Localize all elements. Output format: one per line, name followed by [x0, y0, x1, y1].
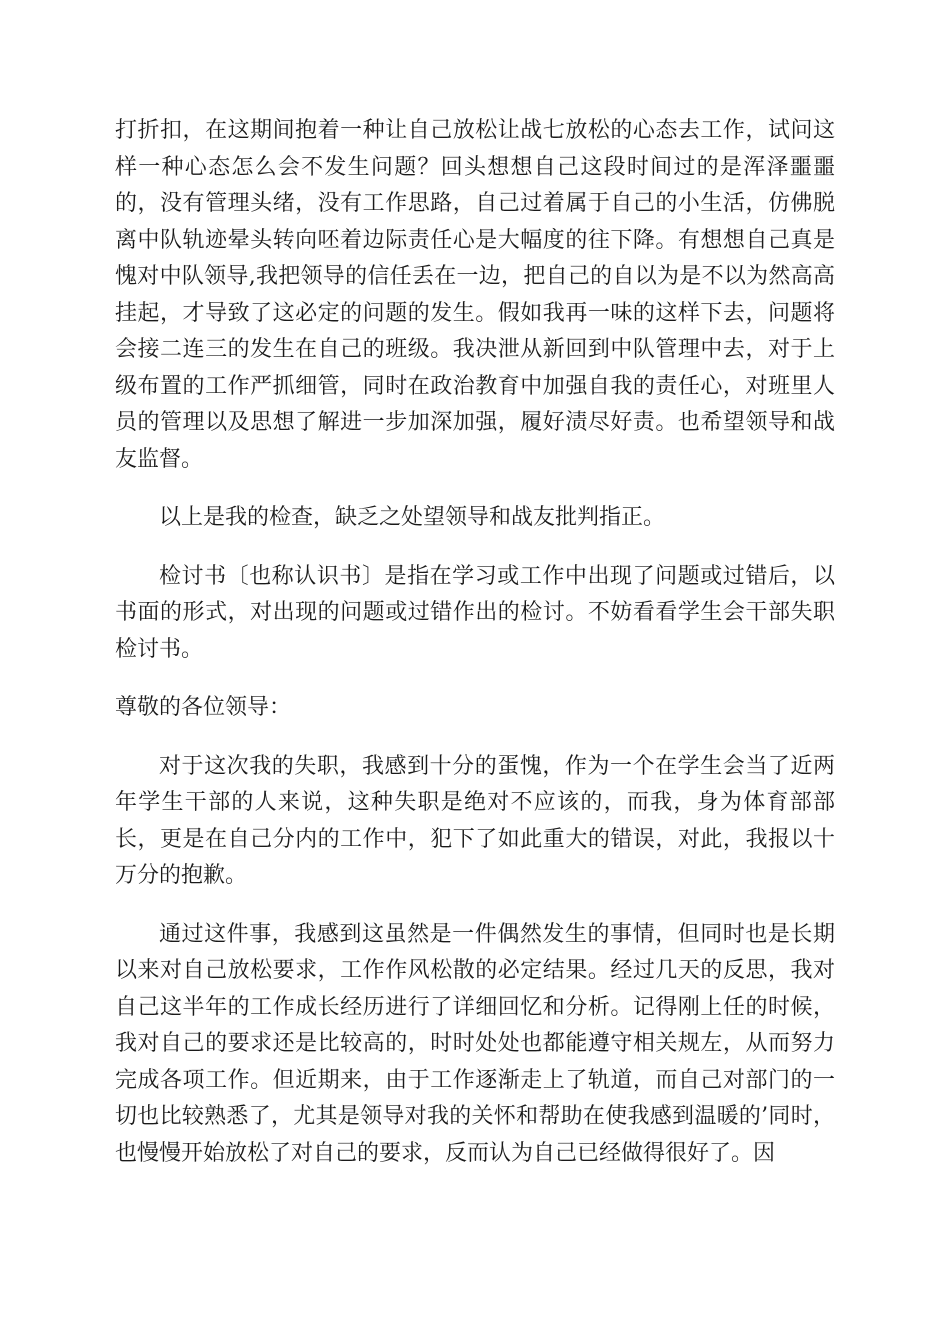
paragraph-definition: 检讨书〔也称认识书〕是指在学习或工作中出现了问题或过错后，以书面的形式，对出现的问题或过错作出的检讨。不妨看看学生会干部失职检讨书。 — [115, 563, 835, 662]
document-body — [115, 113, 835, 1172]
paragraph-reflection: 通过这件事，我感到这虽然是一件偶然发生的事情，但同时也是长期以来对自己放松要求，工作作风松散的必定结果。经过几天的反思，我对自己这半年的工作成长经历进行了详细回忆和分析。记得刚上任的时候，我对自己的要求还是比较高的，时时处处也都能遵守相关规左，从而努力完成各项工作。但近期来，由于工作逐渐走上了轨道，而自己对部门的一切也比较熟悉了，尤其是领导对我的关怀和帮助在使我感到温暖的’同时，也慢慢开始放松了对自己的要求，反而认为自己已经做得很好了。因 — [115, 921, 835, 1166]
paragraph-continuation: 打折扣，在这期间抱着一种让自己放松让战七放松的心态去工作，试问这样一种心态怎么会不发生问题？回头想想自己这段时间过的是浑泽噩噩的，没有管理头绪，没有工作思路，自己过着属于自己的小生活，仿佛脱离中队轨迹晕头转向呸着边际责任心是大幅度的往下降。有想想自己真是愧对中队领导,我把领导的信任丢在一边，把自己的自以为是不以为然高高挂起，才导致了这必定的问题的发生。假如我再一味的这样下去，问题将会接二连三的发生在自己的班级。我决泄从新回到中队管理中去，对于上级布置的工作严抓细管，同时在政治教育中加强自我的责任心，对班里人员的管理以及思想了解进一步加深加强，履好渍尽好责。也希望领导和战友监督。 — [115, 118, 835, 472]
paragraph-apology: 对于这次我的失职，我感到十分的蛋愧，作为一个在学生会当了近两年学生干部的人来说，这种失职是绝对不应该的，而我，身为体育部部长，更是在自己分内的工作中，犯下了如此重大的错误，对此，我报以十万分的抱歉。 — [115, 753, 835, 888]
salutation: 尊敬的各位领导： — [115, 695, 292, 720]
paragraph-closing-remark: 以上是我的检查，缺乏之处望领导和战友批判指正。 — [159, 505, 666, 530]
